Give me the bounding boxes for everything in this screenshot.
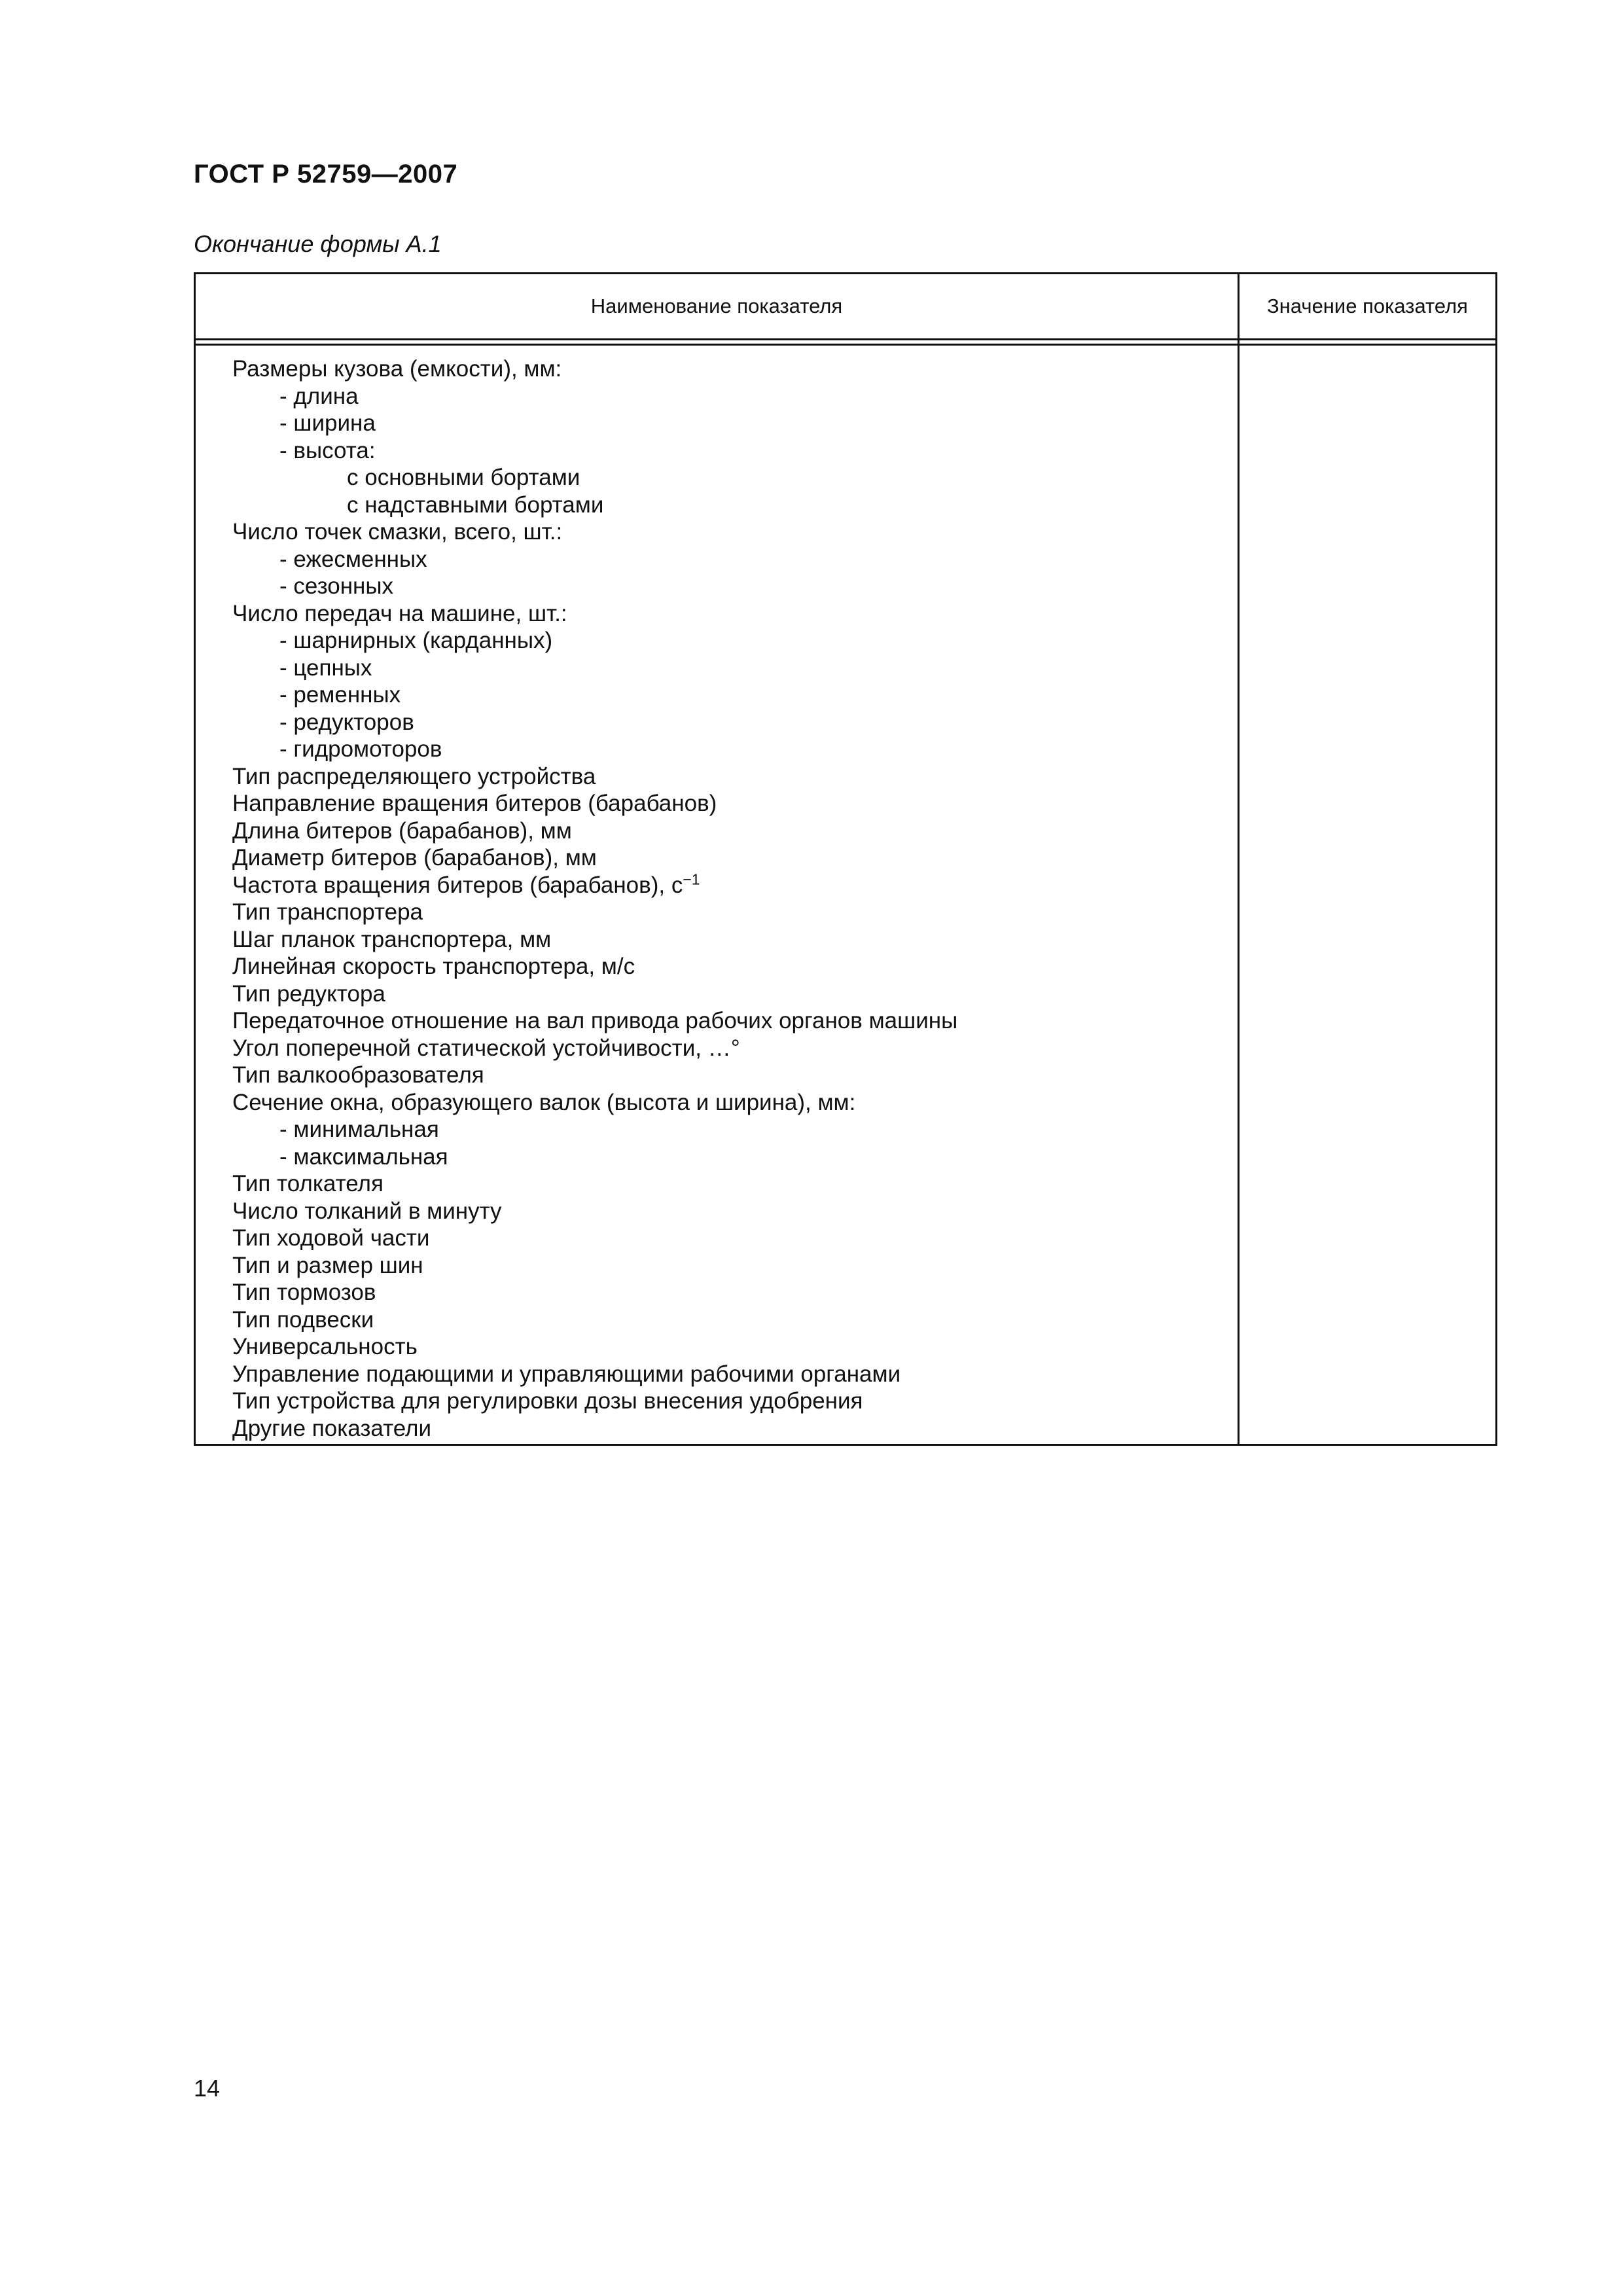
indicator-label: Число точек смазки, всего, шт.:: [232, 519, 563, 545]
indicator-label: Управление подающими и управляющими рабочими органами: [232, 1361, 901, 1387]
indicator-label: Число толканий в минуту: [232, 1198, 502, 1224]
indicator-label: Сечение окна, образующего валок (высота и ширина), мм:: [232, 1089, 856, 1115]
indicator-row: [232, 546, 1227, 573]
indicator-label: Тип тормозов: [232, 1280, 376, 1305]
indicator-row: [232, 953, 1227, 980]
column-header-value: Значение показателя: [1267, 295, 1468, 317]
indicator-label: Диаметр битеров (барабанов), мм: [232, 845, 597, 870]
indicator-row: [232, 844, 1227, 872]
indicator-list: [232, 355, 1227, 1442]
indicator-label: Тип редуктора: [232, 980, 385, 1007]
indicator-label: - высота:: [279, 437, 376, 463]
indicator-label: Длина битеров (барабанов), мм: [232, 817, 572, 844]
value-column-cell: [1240, 346, 1495, 1444]
indicator-row: [232, 709, 1227, 736]
indicator-label: Тип устройства для регулировки дозы внесения удобрения: [232, 1388, 863, 1414]
indicator-label: Угол поперечной статической устойчивости, …°: [232, 1035, 740, 1061]
indicator-label: - сезонных: [279, 573, 394, 599]
indicator-label: Универсальность: [232, 1334, 418, 1359]
indicator-label: с надставными бортами: [347, 492, 604, 518]
indicator-row: [232, 1198, 1227, 1225]
indicator-label: Тип и размер шин: [232, 1252, 423, 1278]
indicator-label: Размеры кузова (емкости), мм:: [232, 356, 562, 382]
indicator-row: [232, 926, 1227, 954]
column-header-name: Наименование показателя: [590, 295, 843, 317]
indicator-label: - ширина: [279, 410, 376, 436]
indicator-row: [232, 437, 1227, 465]
indicator-row: [232, 464, 1227, 492]
indicator-row: [232, 1035, 1227, 1062]
form-caption: Окончание формы А.1: [194, 230, 442, 257]
indicator-label: Частота вращения битеров (барабанов), с: [232, 872, 683, 898]
indicator-row: [232, 383, 1227, 410]
indicator-row: [232, 627, 1227, 655]
indicator-row: [232, 790, 1227, 817]
indicator-label: Линейная скорость транспортера, м/с: [232, 954, 635, 979]
indicators-table: [194, 272, 1497, 1446]
indicator-row: [232, 763, 1227, 791]
header-rule: [196, 338, 1495, 340]
indicator-row: [232, 1007, 1227, 1035]
indicator-label: - ежесменных: [279, 546, 427, 572]
indicator-label: - шарнирных (карданных): [279, 628, 553, 653]
indicator-row: [232, 1415, 1227, 1443]
indicator-row: [232, 872, 1227, 899]
indicator-label: Тип распределяющего устройства: [232, 763, 596, 789]
page-number: 14: [194, 2075, 221, 2102]
indicator-row: [232, 655, 1227, 682]
indicator-label: - максимальная: [279, 1143, 448, 1170]
indicator-label: Шаг планок транспортера, мм: [232, 926, 552, 952]
indicator-label: Направление вращения битеров (барабанов): [232, 791, 717, 816]
indicator-row: [232, 1116, 1227, 1143]
indicator-row: [232, 492, 1227, 519]
unit-superscript: −1: [683, 870, 700, 888]
indicator-row: [232, 600, 1227, 628]
indicator-label: - гидромоторов: [279, 736, 442, 762]
indicator-row: [232, 899, 1227, 926]
indicator-row: [232, 1252, 1227, 1280]
indicator-row: [232, 1143, 1227, 1171]
indicator-label: - ременных: [279, 682, 401, 708]
indicator-row: [232, 1170, 1227, 1198]
indicator-label: Передаточное отношение на вал привода рабочих органов машины: [232, 1008, 958, 1033]
indicator-row: [232, 518, 1227, 546]
indicator-label: Тип толкателя: [232, 1171, 383, 1196]
indicator-row: [232, 1062, 1227, 1089]
indicator-row: [232, 1388, 1227, 1415]
indicator-row: [232, 817, 1227, 845]
document-header: ГОСТ Р 52759—2007: [194, 160, 458, 188]
indicator-row: [232, 1306, 1227, 1334]
indicator-row: [232, 410, 1227, 437]
indicator-row: [232, 1361, 1227, 1388]
indicator-row: [232, 1089, 1227, 1117]
indicator-row: [232, 1279, 1227, 1306]
indicator-label: Другие показатели: [232, 1415, 432, 1441]
indicator-label: Тип валкообразователя: [232, 1062, 484, 1088]
indicator-label: с основными бортами: [347, 465, 580, 490]
indicator-row: [232, 573, 1227, 600]
indicator-label: Число передач на машине, шт.:: [232, 600, 567, 626]
indicator-label: - редукторов: [279, 709, 414, 735]
indicator-row: [232, 736, 1227, 763]
indicator-row: [232, 1225, 1227, 1252]
indicator-row: [232, 681, 1227, 709]
indicator-label: - длина: [279, 383, 359, 409]
indicator-label: Тип подвески: [232, 1306, 374, 1333]
indicator-label: Тип ходовой части: [232, 1225, 430, 1251]
indicator-label: Тип транспортера: [232, 899, 423, 925]
indicator-row: [232, 1333, 1227, 1361]
indicator-row: [232, 980, 1227, 1008]
indicator-label: - минимальная: [279, 1117, 439, 1142]
indicator-label: - цепных: [279, 655, 372, 681]
indicator-row: [232, 355, 1227, 383]
